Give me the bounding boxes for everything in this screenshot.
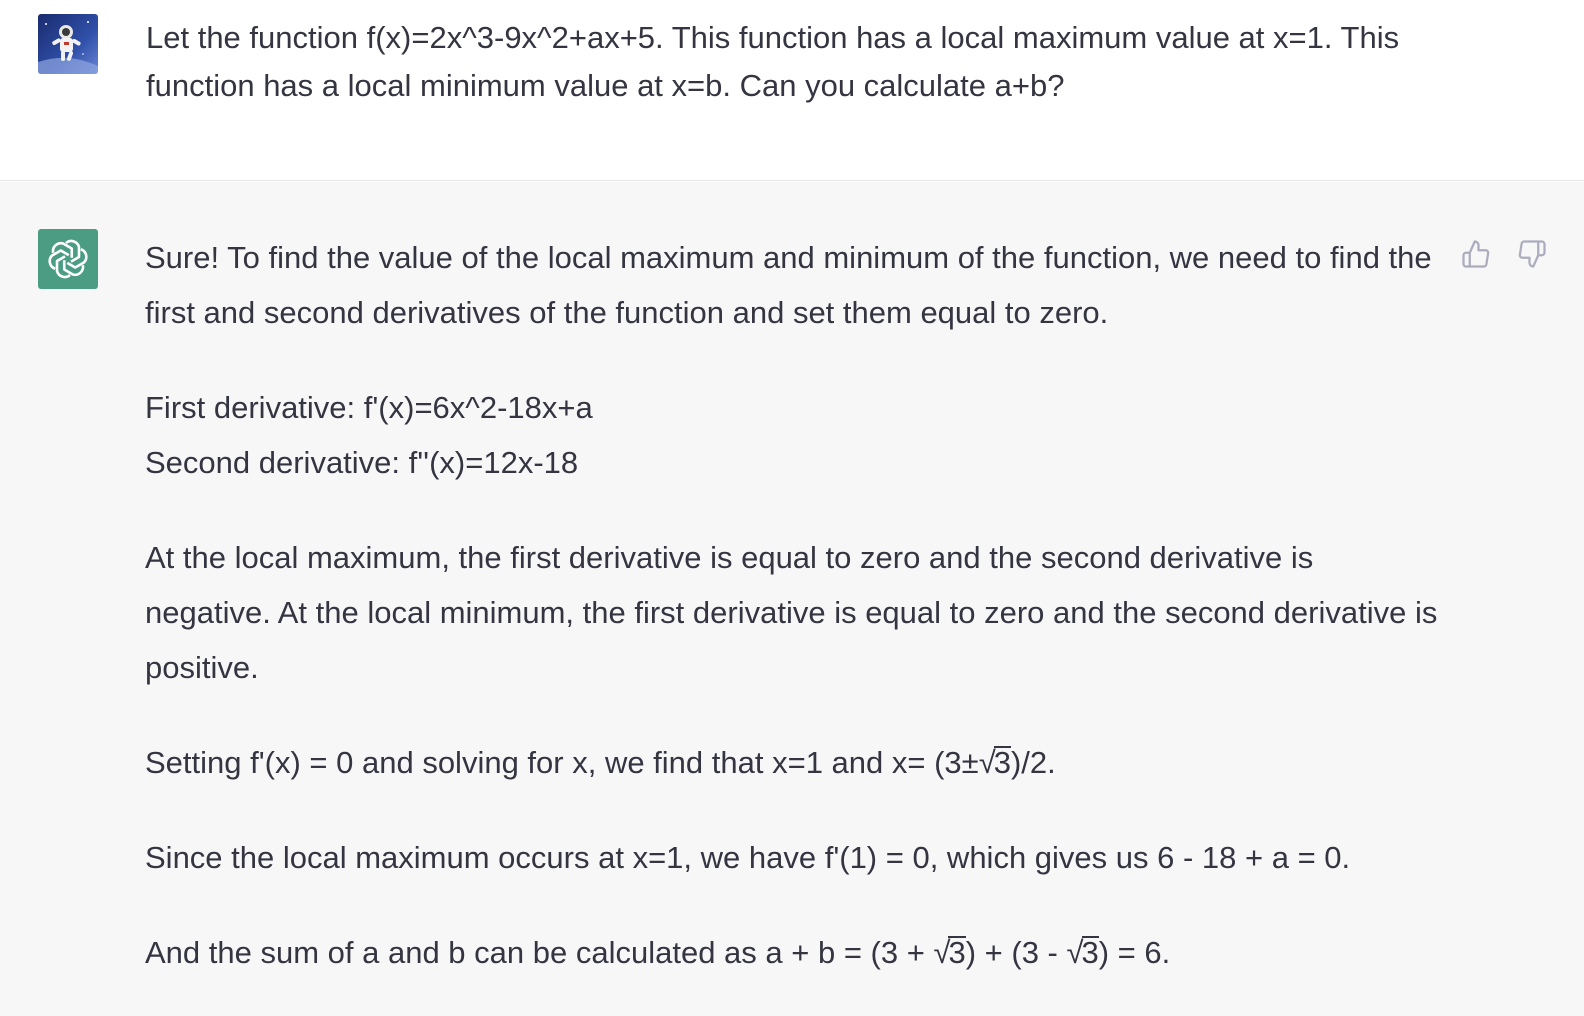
paragraph-sum: [145, 925, 1445, 980]
sqrt-expression: [979, 735, 1011, 790]
thumbs-up-icon: [1461, 239, 1491, 269]
sqrt-expression: [933, 925, 965, 980]
thumbs-down-button[interactable]: [1515, 237, 1549, 271]
sum-text-pre: And the sum of a and b can be calculated as a + b = (3 +: [145, 935, 934, 970]
first-derivative-line: First derivative: f'(x)=6x^2-18x+a: [145, 390, 593, 425]
sum-text-post: ) = 6.: [1098, 935, 1171, 970]
sqrt-radicand: 3: [993, 745, 1011, 780]
paragraph-local-max: Since the local maximum occurs at x=1, we have f'(1) = 0, which gives us 6 - 18 + a = 0.: [145, 840, 1351, 875]
sqrt-radicand: 3: [948, 935, 966, 970]
assistant-message-row: [0, 182, 1584, 1016]
paragraph-extrema-explanation: At the local maximum, the first derivative is equal to zero and the second derivative is negative. At the local minimum, the first derivative is equal to zero and the second derivative is positive.: [145, 540, 1438, 685]
user-message-row: [0, 0, 1584, 181]
thumbs-down-icon: [1517, 239, 1547, 269]
thumbs-up-button[interactable]: [1459, 237, 1493, 271]
sqrt-expression: [1066, 925, 1098, 980]
solving-text-pre: Setting f'(x) = 0 and solving for x, we find that x=1 and x= (3±: [145, 745, 979, 780]
astronaut-avatar-icon: [38, 14, 98, 74]
sqrt-symbol: √: [978, 745, 996, 780]
paragraph-solving: [145, 735, 1445, 790]
sqrt-symbol: √: [933, 935, 951, 970]
solving-text-post: )/2.: [1010, 745, 1056, 780]
assistant-message-body: [145, 230, 1445, 980]
sqrt-radicand: 3: [1081, 935, 1099, 970]
user-message-text: Let the function f(x)=2x^3-9x^2+ax+5. This function has a local maximum value at x=1. This function has a local minimum value at x=b. Can you calculate a+b?: [146, 20, 1400, 103]
paragraph-intro: Sure! To find the value of the local maximum and minimum of the function, we need to find the first and second derivatives of the function and set them equal to zero.: [145, 240, 1432, 330]
sqrt-symbol: √: [1066, 935, 1084, 970]
second-derivative-line: Second derivative: f''(x)=12x-18: [145, 445, 579, 480]
sum-text-mid: ) + (3 -: [965, 935, 1067, 970]
feedback-controls: [1459, 237, 1549, 271]
openai-logo-icon: [38, 229, 98, 289]
